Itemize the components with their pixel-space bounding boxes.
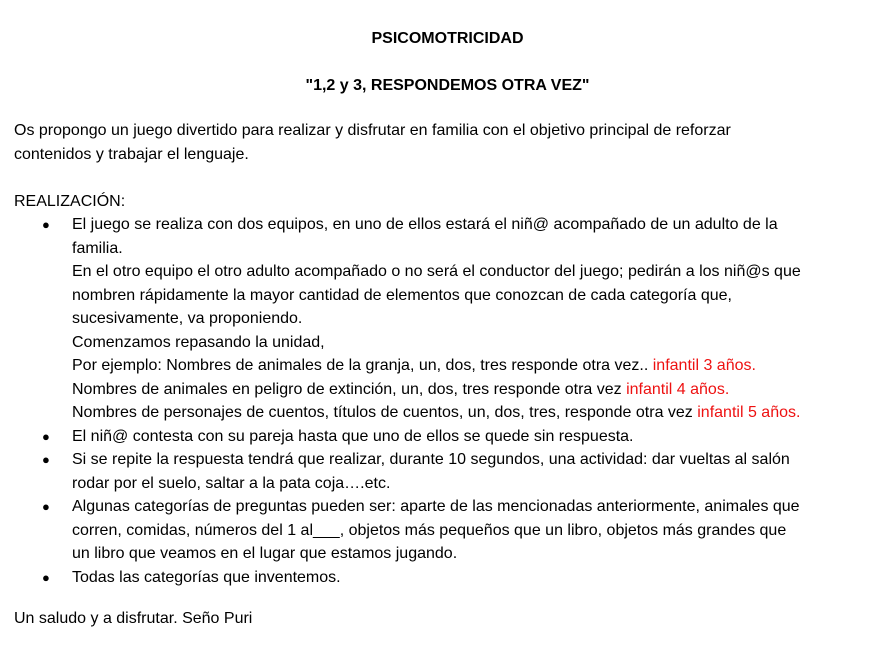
document-subtitle: "1,2 y 3, RESPONDEMOS OTRA VEZ" [305,77,590,94]
example-text: Por ejemplo: Nombres de animales de la granja, un, dos, tres responde otra vez.. [72,357,653,374]
item-line: familia. [72,239,123,257]
item-line: un libro que veamos en el lugar que estamos jugando. [72,545,458,562]
item-line: corren, comidas, números del 1 al___, objetos más pequeños que un libro, objetos más grandes que [72,521,787,539]
age-level-label: infantil 5 años. [697,404,801,421]
item-line: sucesivamente, va proponiendo. [72,310,303,327]
bullet-icon: ● [42,499,50,514]
item-line: rodar por el suelo, saltar a la pata coja….etc. [72,474,391,492]
item-line: El juego se realiza con dos equipos, en uno de ellos estará el niñ@ acompañado de un adulto de la [72,216,778,233]
list-item [14,448,884,495]
list-item [14,213,884,425]
age-level-label: infantil 3 años. [652,357,756,374]
item-line: nombren rápidamente la mayor cantidad de elementos que conozcan de cada categoría que, [72,286,732,304]
age-level-label: infantil 4 años. [626,380,730,398]
example-line [72,378,884,402]
item-line: Todas las categorías que inventemos. [72,568,341,586]
instructions-list [14,213,884,589]
list-item [14,566,884,590]
list-item [14,495,884,566]
bullet-icon: ● [42,452,50,467]
example-text: Nombres de animales en peligro de extinción, un, dos, tres responde otra vez [72,380,627,398]
intro-paragraph [14,119,884,166]
bullet-icon: ● [42,428,50,444]
example-line [72,401,884,425]
example-text: Nombres de personajes de cuentos, títulos de cuentos, un, dos, tres, responde otra vez [72,404,698,421]
item-line: En el otro equipo el otro adulto acompañado o no será el conductor del juego; pedirán a los niñ@s que [72,263,801,280]
item-line: Algunas categorías de preguntas pueden ser: aparte de las mencionadas anteriormente, animales que [72,498,800,515]
item-line: Comenzamos repasando la unidad, [72,333,325,351]
intro-line: contenidos y trabajar el lenguaje. [14,145,249,163]
document-title: PSICOMOTRICIDAD [371,30,524,47]
bullet-icon: ● [42,217,50,232]
list-item [14,425,884,449]
section-heading: REALIZACIÓN: [14,193,126,210]
closing-signature: Un saludo y a disfrutar. Seño Puri [14,610,253,627]
intro-line: Os propongo un juego divertido para realizar y disfrutar en familia con el objetivo principal de reforzar [14,122,731,139]
item-line: Si se repite la respuesta tendrá que realizar, durante 10 segundos, una actividad: dar vueltas al salón [72,451,790,468]
bullet-icon: ● [42,569,50,585]
item-line: El niñ@ contesta con su pareja hasta que uno de ellos se quede sin respuesta. [72,427,634,445]
example-line [72,354,884,378]
